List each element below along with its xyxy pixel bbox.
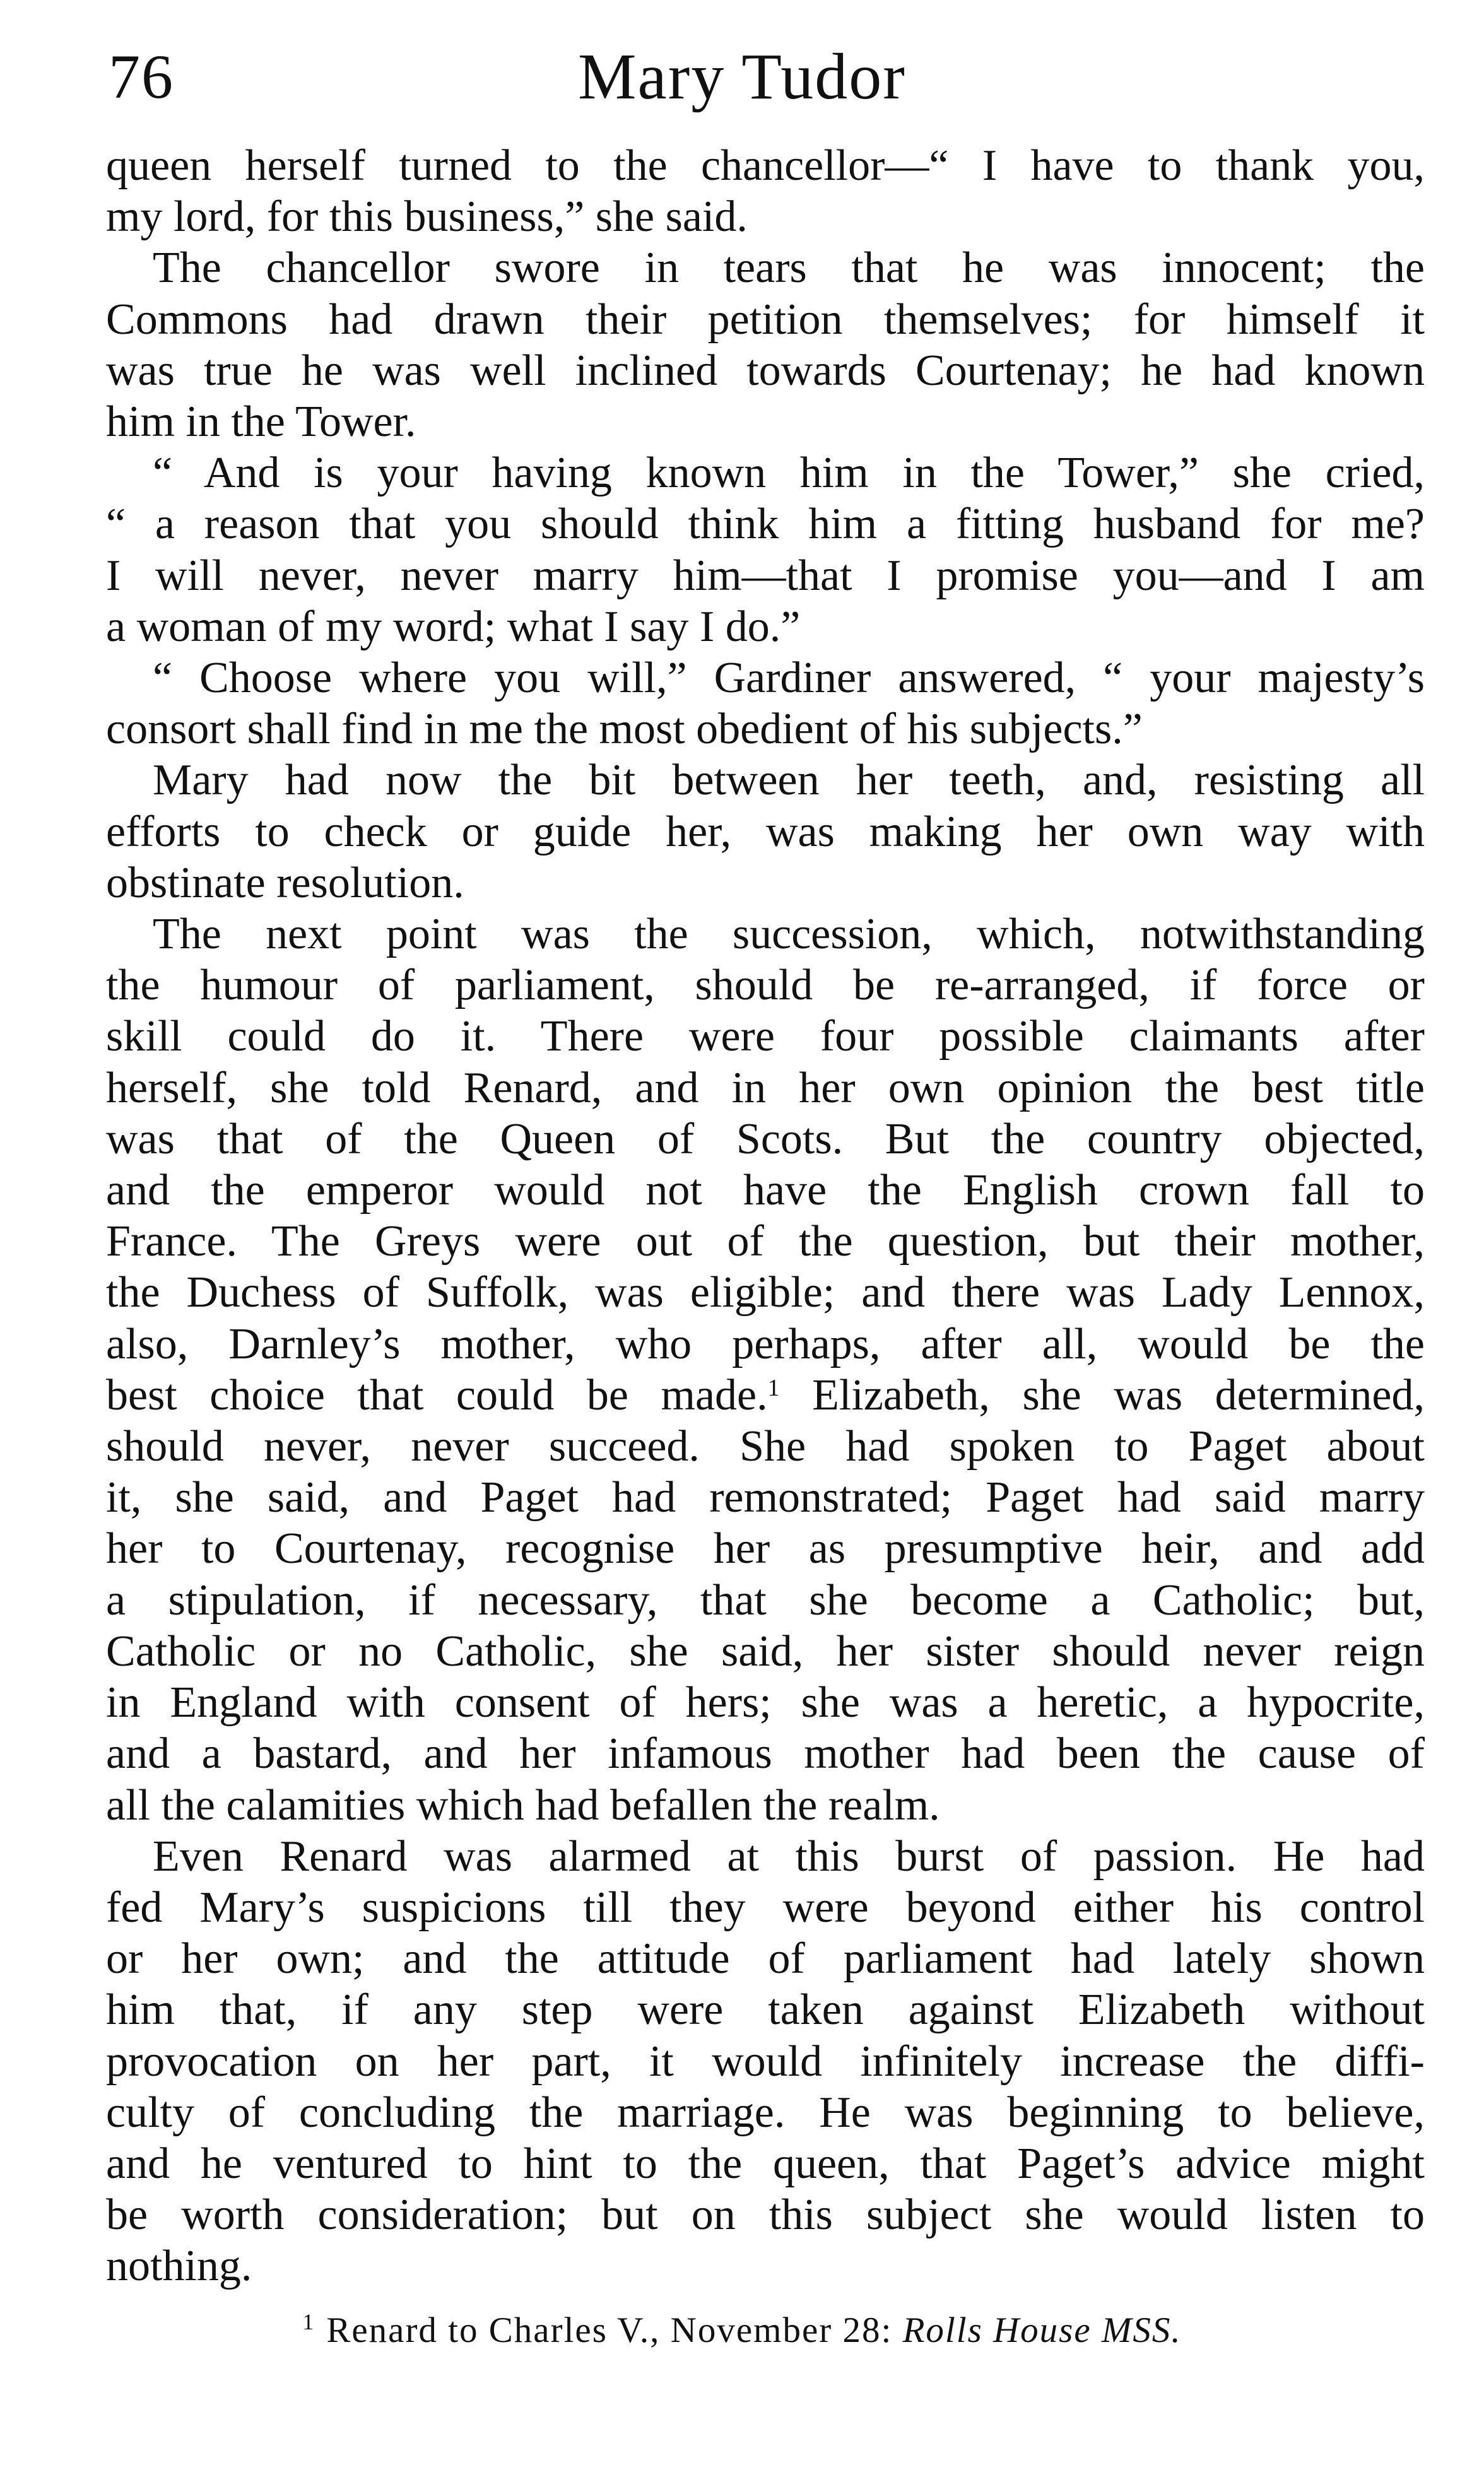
text-line: my lord, for this business,” she said. (106, 192, 748, 242)
text-line: the humour of parliament, should be re-arranged, if force or (106, 961, 1425, 1010)
text-line: all the calamities which had befallen the realm. (106, 1780, 940, 1830)
text-line: Commons had drawn their petition themselves; for himself it (106, 295, 1425, 344)
text-line: queen herself turned to the chancellor—“ I have to thank you, (106, 141, 1425, 190)
text-line: efforts to check or guide her, was making her own way with (106, 807, 1425, 856)
paragraph (106, 909, 1425, 1831)
text-line: was true he was well inclined towards Courtenay; he had known (106, 346, 1425, 395)
paragraph (106, 652, 1425, 755)
running-head: Mary Tudor (578, 40, 906, 113)
text-line: a stipulation, if necessary, that she become a Catholic; but, (106, 1575, 1425, 1625)
text-line: The next point was the succession, which, notwithstanding (153, 910, 1425, 959)
text-line: Mary had now the bit between her teeth, and, resisting all (153, 756, 1425, 805)
text-line: “ Choose where you will,” Gardiner answered, “ your majesty’s (153, 654, 1425, 703)
text-line: culty of concluding the marriage. He was beginning to believe, (106, 2088, 1425, 2137)
text-line: consort shall find in me the most obedient of his subjects.” (106, 705, 1143, 754)
text-line: was that of the Queen of Scots. But the country objected, (106, 1114, 1425, 1163)
text-line: and a bastard, and her infamous mother had been the cause of (106, 1729, 1425, 1779)
paragraph (106, 242, 1425, 447)
footnote-mark: 1 (302, 2309, 315, 2334)
text-line: Catholic or no Catholic, she said, her sister should never reign (106, 1627, 1425, 1676)
text-line: The chancellor swore in tears that he was innocent; the (153, 244, 1425, 293)
footnote-text: Renard to Charles V., November 28: (326, 2310, 893, 2350)
footnote-source: Rolls House MSS. (902, 2310, 1182, 2350)
text-line: herself, she told Renard, and in her own opinion the best title (106, 1063, 1425, 1112)
text-line: nothing. (106, 2242, 252, 2291)
text-line: “ a reason that you should think him a fitting husband for me? (106, 500, 1425, 549)
text-line: him that, if any step were taken against Elizabeth without (106, 1986, 1425, 2035)
text-line: her to Courtenay, recognise her as presumptive heir, and add (106, 1524, 1425, 1574)
footnote (0, 2297, 1484, 2356)
text-line: Even Renard was alarmed at this burst of passion. He had (153, 1832, 1425, 1881)
body-text (106, 140, 1425, 2292)
paragraph (106, 755, 1425, 909)
text-line: obstinate resolution. (106, 858, 464, 907)
text-segment: best choice that could be made. (106, 1370, 768, 1420)
text-line: be worth consideration; but on this subject she would listen to (106, 2191, 1425, 2240)
text-line-with-note (106, 1370, 1425, 1421)
text-line: provocation on her part, it would infinitely increase the diffi- (106, 2037, 1425, 2086)
text-line: a woman of my word; what I say I do.” (106, 602, 801, 651)
paragraph (106, 140, 1425, 242)
text-line: and he ventured to hint to the queen, that Paget’s advice might (106, 2139, 1425, 2188)
text-line: France. The Greys were out of the question, but their mother, (106, 1217, 1425, 1266)
text-line: and the emperor would not have the English crown fall to (106, 1166, 1425, 1215)
text-segment: Elizabeth, she was determined, (812, 1370, 1425, 1420)
text-line: it, she said, and Paget had remonstrated; Paget had said marry (106, 1473, 1425, 1522)
text-line: in England with consent of hers; she was a heretic, a hypocrite, (106, 1678, 1425, 1727)
text-line: also, Darnley’s mother, who perhaps, after all, would be the (106, 1319, 1425, 1368)
text-line: I will never, never marry him—that I promise you—and I am (106, 551, 1425, 600)
paragraph (106, 1831, 1425, 2292)
text-line: fed Mary’s suspicions till they were beyond either his control (106, 1883, 1425, 1932)
text-line: should never, never succeed. She had spoken to Paget about (106, 1422, 1425, 1471)
text-line: “ And is your having known him in the Tower,” she cried, (153, 449, 1425, 498)
page-number: 76 (109, 42, 174, 112)
text-line: or her own; and the attitude of parliament had lately shown (106, 1934, 1425, 1984)
paragraph (106, 447, 1425, 652)
footnote-reference: 1 (767, 1374, 780, 1401)
text-line: skill could do it. There were four possible claimants after (106, 1012, 1425, 1061)
text-line: him in the Tower. (106, 397, 416, 447)
text-line: the Duchess of Suffolk, was eligible; and there was Lady Lennox, (106, 1268, 1425, 1317)
